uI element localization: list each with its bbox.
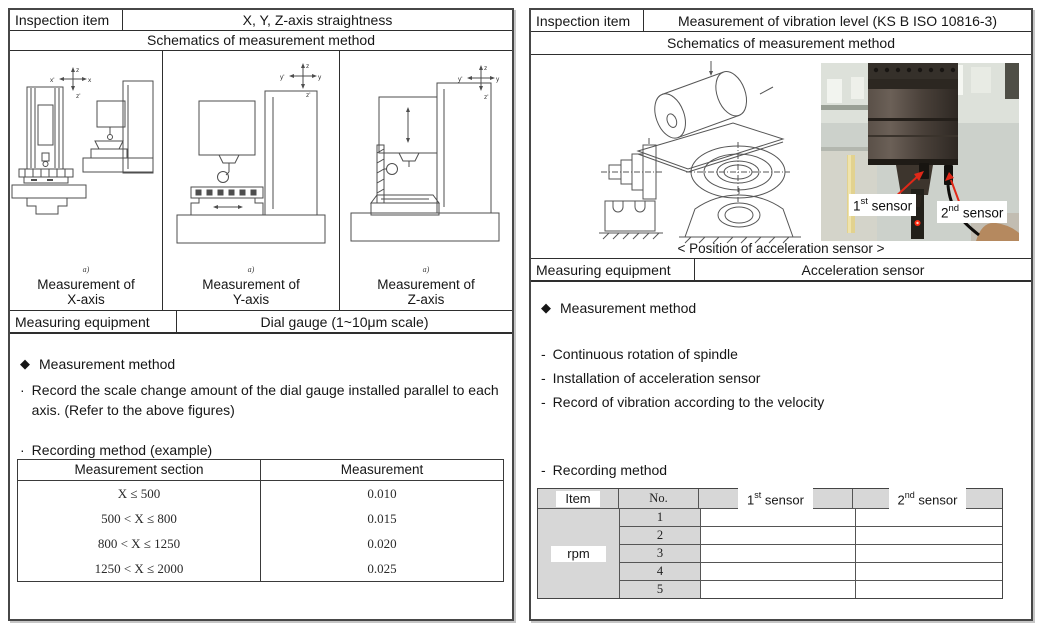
diamond-bullet-icon: ◆ bbox=[541, 300, 551, 315]
dot-bullet-icon: · bbox=[20, 382, 25, 398]
svg-text:z': z' bbox=[484, 94, 489, 101]
figures-row bbox=[10, 51, 512, 311]
figure-note: a) bbox=[422, 265, 430, 274]
side-view-machine bbox=[83, 81, 153, 173]
dash-bullet-icon: - bbox=[541, 370, 546, 386]
figure-z-caption: Measurement of Z-axis bbox=[377, 277, 475, 307]
svg-text:z': z' bbox=[306, 92, 311, 99]
table-row: 2 bbox=[620, 527, 1002, 545]
flange-side-view bbox=[601, 138, 663, 199]
table-body bbox=[538, 509, 1002, 598]
method-bullet: - Record of vibration according to the velocity bbox=[541, 394, 825, 410]
method-title: ◆ Measurement method bbox=[541, 300, 697, 316]
bearing-block-view bbox=[599, 201, 663, 239]
spindle-cylinder bbox=[868, 63, 958, 165]
inspection-item-label: Inspection item bbox=[531, 10, 644, 31]
left-method-section bbox=[10, 334, 512, 619]
first-sensor-cell bbox=[701, 509, 856, 526]
acceleration-sensor-position-drawing bbox=[583, 59, 818, 249]
straightness-inspection-panel bbox=[8, 8, 514, 621]
svg-text:y: y bbox=[496, 76, 500, 83]
table-header-row bbox=[538, 489, 1002, 509]
bearing-front-view bbox=[686, 142, 790, 202]
inspection-item-row bbox=[10, 10, 512, 31]
second-sensor-cell bbox=[856, 581, 1002, 598]
table-row: 4 bbox=[620, 563, 1002, 581]
inspection-item-label: Inspection item bbox=[10, 10, 123, 30]
second-sensor-cell bbox=[856, 509, 1002, 526]
schematics-title: Schematics of measurement method bbox=[10, 31, 512, 51]
z-axis-machine-drawing bbox=[341, 57, 511, 253]
col-measurement-section: Measurement section bbox=[18, 460, 261, 480]
inspection-item-row bbox=[531, 10, 1031, 32]
front-view-machine bbox=[12, 87, 86, 214]
dash-bullet-icon: - bbox=[541, 462, 546, 478]
first-sensor-label: 1st sensor bbox=[849, 194, 916, 216]
first-sensor-cell bbox=[701, 563, 856, 580]
pedestal-arch-view bbox=[679, 188, 801, 243]
svg-text:y': y' bbox=[280, 74, 285, 81]
svg-text:x': x' bbox=[50, 77, 55, 84]
dash-bullet-icon: - bbox=[541, 394, 546, 410]
table-row: 500 < X ≤ 800 0.015 bbox=[18, 506, 503, 531]
inspection-item-value: X, Y, Z-axis straightness bbox=[242, 12, 393, 28]
svg-text:x: x bbox=[88, 77, 92, 84]
first-sensor-cell bbox=[701, 545, 856, 562]
method-bullet-2: · Recording method (example) bbox=[20, 442, 213, 458]
figure-note: a) bbox=[247, 265, 255, 274]
svg-text:z': z' bbox=[76, 93, 81, 100]
figure-x-caption: Measurement of X-axis bbox=[37, 277, 135, 307]
dot-bullet-icon: · bbox=[20, 442, 25, 458]
col-no: No. bbox=[619, 489, 699, 508]
second-sensor-label: 2nd sensor bbox=[937, 201, 1007, 223]
table-row: 1250 < X ≤ 2000 0.025 bbox=[18, 556, 503, 581]
method-bullet-1: · Record the scale change amount of the dial gauge installed parallel to each axis. (Refer to the above figures) bbox=[20, 382, 499, 418]
figure-x-axis bbox=[10, 51, 163, 310]
svg-text:z: z bbox=[484, 65, 488, 72]
svg-text:z: z bbox=[76, 67, 80, 74]
col-measurement: Measurement bbox=[340, 462, 424, 477]
axis-cross-icon bbox=[289, 63, 317, 89]
table-row: 5 bbox=[620, 581, 1002, 598]
figure-y-caption: Measurement of Y-axis bbox=[202, 277, 300, 307]
vibration-inspection-panel bbox=[529, 8, 1033, 621]
figure-z-axis bbox=[340, 51, 512, 310]
measuring-equipment-value: Dial gauge (1~10μm scale) bbox=[260, 313, 429, 330]
second-sensor-cell bbox=[856, 527, 1002, 544]
svg-text:y: y bbox=[318, 74, 322, 81]
recording-example-table bbox=[17, 459, 504, 582]
diamond-bullet-icon: ◆ bbox=[20, 356, 30, 371]
measuring-equipment-label: Measuring equipment bbox=[531, 259, 695, 280]
col-first-sensor: 1st sensor bbox=[699, 489, 853, 508]
recording-method-label: - Recording method bbox=[541, 462, 668, 478]
first-sensor-cell bbox=[701, 527, 856, 544]
measuring-equipment-label: Measuring equipment bbox=[10, 311, 177, 332]
table-row: X ≤ 500 0.010 bbox=[18, 481, 503, 506]
col-item: Item bbox=[538, 489, 619, 508]
svg-text:z: z bbox=[306, 63, 310, 70]
schematics-title: Schematics of measurement method bbox=[531, 32, 1031, 55]
sensor-schematic-area bbox=[531, 55, 1031, 259]
col-second-sensor: 2nd sensor bbox=[853, 489, 1002, 508]
second-sensor-cell bbox=[856, 563, 1002, 580]
inspection-item-value: Measurement of vibration level (KS B ISO 10816-3) bbox=[677, 12, 998, 29]
vibration-recording-table bbox=[537, 488, 1003, 599]
x-axis-machine-drawing bbox=[11, 57, 161, 253]
method-bullet: - Continuous rotation of spindle bbox=[541, 346, 738, 362]
dash-bullet-icon: - bbox=[541, 346, 546, 362]
first-sensor-cell bbox=[701, 581, 856, 598]
table-header-row bbox=[18, 460, 503, 481]
isometric-sensor-on-plate bbox=[638, 61, 783, 172]
method-bullet: - Installation of acceleration sensor bbox=[541, 370, 761, 386]
table-row: 3 bbox=[620, 545, 1002, 563]
schematic-caption: < Position of acceleration sensor > bbox=[677, 241, 885, 256]
measuring-equipment-value: Acceleration sensor bbox=[801, 261, 925, 278]
table-row: 800 < X ≤ 1250 0.020 bbox=[18, 531, 503, 556]
measuring-equipment-row bbox=[10, 311, 512, 334]
method-title: ◆ Measurement method bbox=[20, 356, 176, 372]
rpm-row-label: rpm bbox=[538, 509, 620, 598]
table-row: 1 bbox=[620, 509, 1002, 527]
svg-text:y': y' bbox=[458, 76, 463, 83]
y-axis-machine-drawing bbox=[163, 57, 339, 253]
right-method-section bbox=[531, 282, 1031, 619]
figure-note: a) bbox=[82, 265, 90, 274]
second-sensor-cell bbox=[856, 545, 1002, 562]
measuring-equipment-row bbox=[531, 259, 1031, 282]
figure-y-axis bbox=[163, 51, 340, 310]
